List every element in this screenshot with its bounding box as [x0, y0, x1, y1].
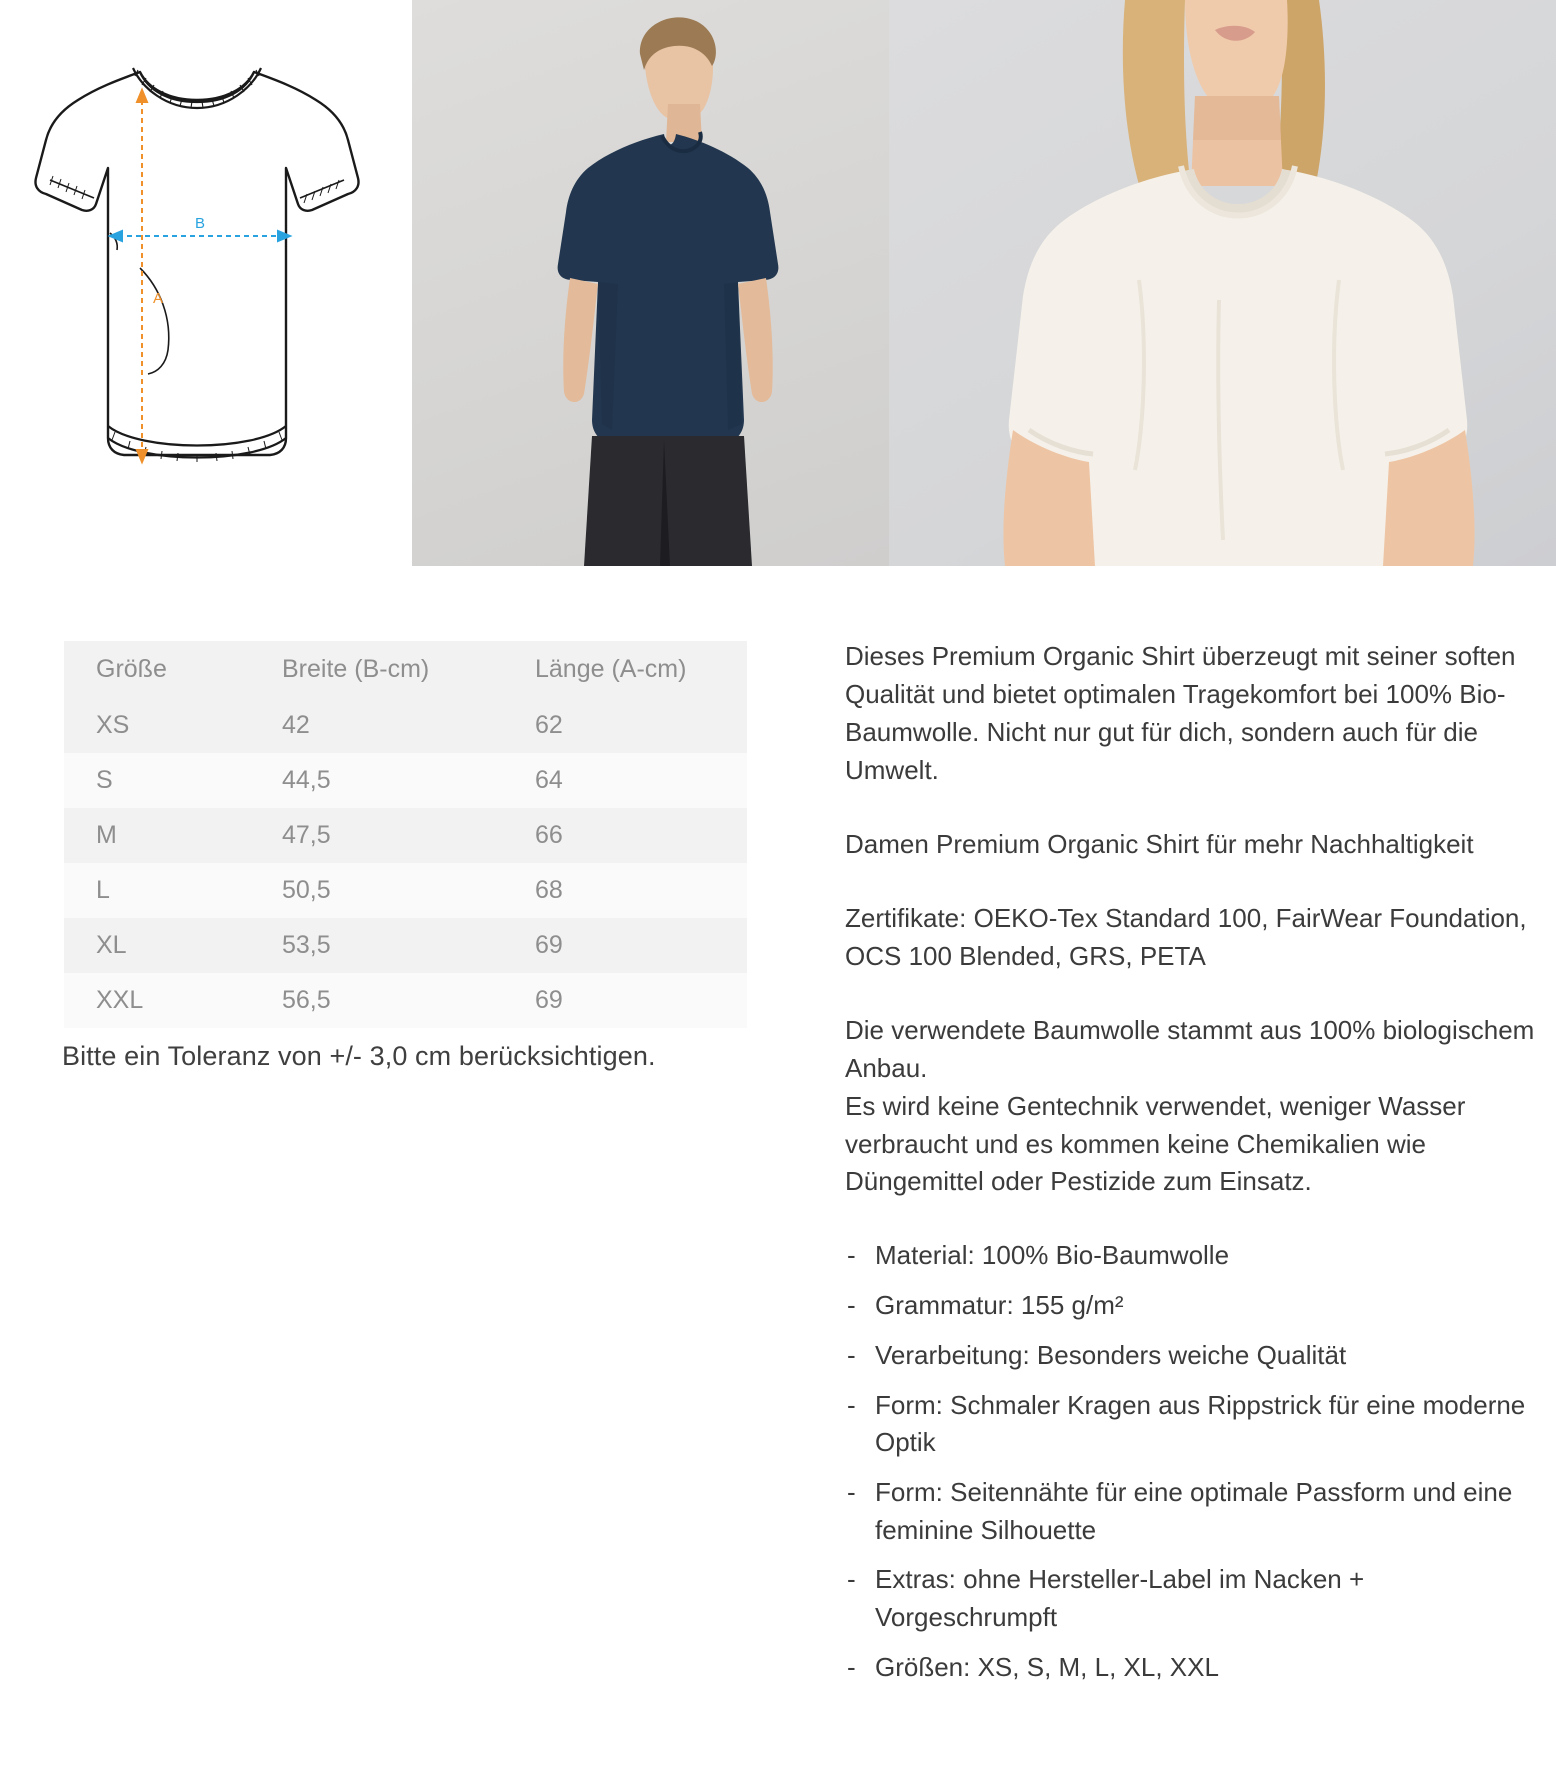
table-row	[64, 918, 747, 973]
cell-length: 69	[503, 973, 747, 1028]
list-item	[845, 1237, 1545, 1275]
technical-drawing-cell	[0, 0, 412, 566]
list-item	[845, 1387, 1545, 1462]
bullet-dash: -	[847, 1290, 856, 1321]
bullet-dash: -	[847, 1240, 856, 1271]
product-details-section	[0, 566, 1556, 1768]
table-row	[64, 753, 747, 808]
list-item-label: Form: Seitennähte für eine optimale Passform und eine feminine Silhouette	[875, 1476, 1513, 1545]
list-item-label: Material: 100% Bio-Baumwolle	[875, 1240, 1230, 1271]
bullet-dash: -	[847, 1651, 856, 1682]
feature-list	[845, 1237, 1545, 1686]
description-cotton-detail: Es wird keine Gentechnik verwendet, weniger Wasser verbraucht und es kommen keine Chemikalien wie Düngemittel oder Pestizide zum Einsatz.	[845, 1090, 1466, 1197]
cell-width: 53,5	[250, 918, 503, 973]
cell-length: 68	[503, 863, 747, 918]
cell-size: L	[64, 863, 250, 918]
bullet-dash: -	[847, 1476, 856, 1507]
description-cotton-origin: Die verwendete Baumwolle stammt aus 100% biologischem Anbau.	[845, 1014, 1535, 1083]
cell-width: 47,5	[250, 808, 503, 863]
cell-length: 62	[503, 698, 747, 753]
bullet-dash: -	[847, 1389, 856, 1420]
table-row	[64, 973, 747, 1028]
cell-width: 42	[250, 698, 503, 753]
bullet-dash: -	[847, 1564, 856, 1595]
tolerance-note: Bitte ein Toleranz von +/- 3,0 cm berücksichtigen.	[62, 1041, 656, 1071]
cell-size: M	[64, 808, 250, 863]
column-header-width: Breite (B-cm)	[250, 641, 503, 698]
cell-width: 50,5	[250, 863, 503, 918]
size-table	[64, 641, 747, 1028]
table-header-row	[64, 641, 747, 698]
product-photo-front-view	[889, 0, 1556, 566]
product-image-strip	[0, 0, 1556, 566]
list-item-label: Form: Schmaler Kragen aus Rippstrick für eine moderne Optik	[875, 1389, 1526, 1458]
list-item	[845, 1474, 1545, 1549]
list-item-label: Extras: ohne Hersteller-Label im Nacken + Vorgeschrumpft	[875, 1564, 1365, 1632]
cell-length: 64	[503, 753, 747, 808]
list-item	[845, 1649, 1545, 1687]
table-row	[64, 863, 747, 918]
size-table-wrapper	[64, 641, 747, 1028]
list-item-label: Grammatur: 155 g/m²	[875, 1290, 1124, 1321]
cell-size: XXL	[64, 973, 250, 1028]
list-item	[845, 1287, 1545, 1325]
description-column	[845, 638, 1545, 1698]
product-photo-back-view	[412, 0, 889, 566]
cell-size: S	[64, 753, 250, 808]
cell-length: 66	[503, 808, 747, 863]
cell-size: XL	[64, 918, 250, 973]
cell-width: 56,5	[250, 973, 503, 1028]
column-header-length: Länge (A-cm)	[503, 641, 747, 698]
list-item-label: Verarbeitung: Besonders weiche Qualität	[875, 1339, 1347, 1370]
description-subtitle: Damen Premium Organic Shirt für mehr Nachhaltigkeit	[845, 828, 1474, 859]
list-item	[845, 1561, 1545, 1636]
cell-length: 69	[503, 918, 747, 973]
tshirt-technical-drawing	[20, 28, 380, 498]
measure-label-length: A	[153, 290, 164, 307]
cell-size: XS	[64, 698, 250, 753]
bullet-dash: -	[847, 1339, 856, 1370]
table-row	[64, 698, 747, 753]
table-row	[64, 808, 747, 863]
cell-width: 44,5	[250, 753, 503, 808]
column-header-size: Größe	[64, 641, 250, 698]
description-certificates: Zertifikate: OEKO-Tex Standard 100, FairWear Foundation, OCS 100 Blended, GRS, PETA	[845, 902, 1527, 971]
measure-label-width: B	[194, 215, 206, 232]
list-item-label: Größen: XS, S, M, L, XL, XXL	[875, 1651, 1219, 1682]
description-intro: Dieses Premium Organic Shirt überzeugt mit seiner soften Qualität und bietet optimalen Tragekomfort bei 100% Bio-Baumwolle. Nicht nur gut für dich, sondern auch für die Umwelt.	[845, 641, 1516, 785]
list-item	[845, 1337, 1545, 1375]
